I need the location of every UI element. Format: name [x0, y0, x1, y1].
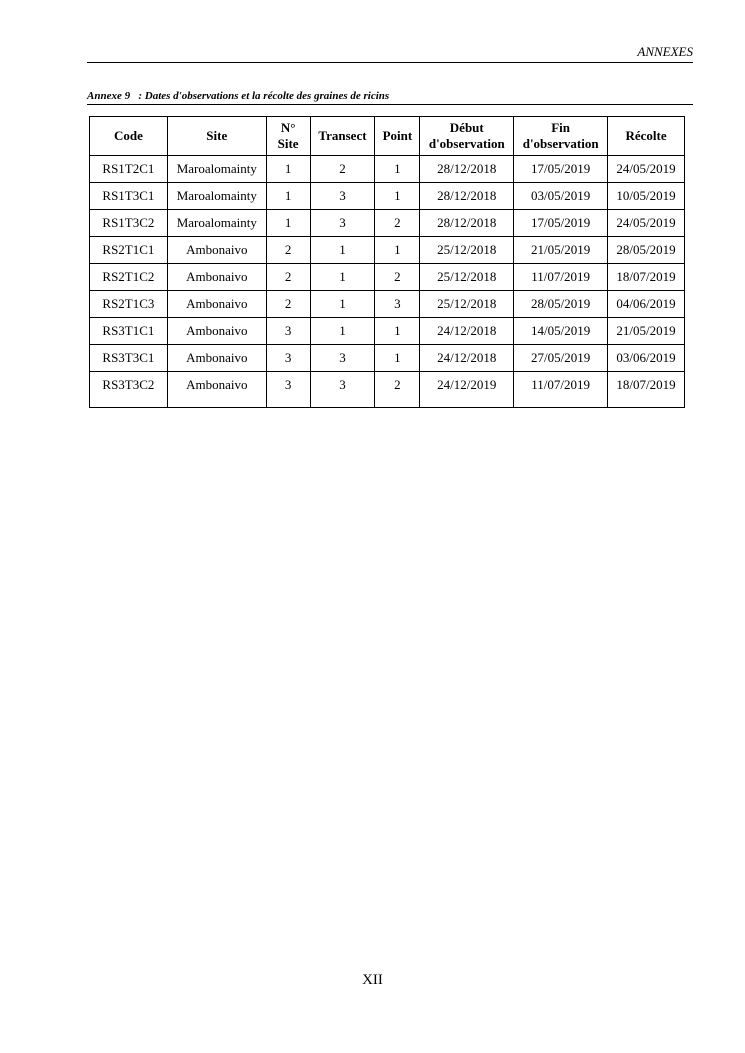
harvest-date-cell: 21/05/2019: [608, 318, 685, 345]
transect-cell: 2: [310, 156, 375, 183]
table-row: [90, 183, 685, 210]
harvest-date-cell: 24/05/2019: [608, 156, 685, 183]
transect-cell: 1: [310, 264, 375, 291]
code-cell: RS1T3C2: [90, 210, 168, 237]
end-date-cell: 28/05/2019: [514, 291, 608, 318]
site-number-cell: 1: [266, 183, 310, 210]
site-number-cell: 3: [266, 372, 310, 408]
table-row: [90, 291, 685, 318]
table-row: [90, 372, 685, 408]
page-number: XII: [362, 972, 383, 988]
site-cell: Ambonaivo: [167, 237, 266, 264]
point-cell: 1: [375, 237, 420, 264]
site-cell: Ambonaivo: [167, 372, 266, 408]
end-date-cell: 11/07/2019: [514, 372, 608, 408]
site-number-cell: 3: [266, 318, 310, 345]
column-header: Récolte: [608, 117, 685, 156]
site-cell: Maroalomainty: [167, 210, 266, 237]
code-cell: RS2T1C1: [90, 237, 168, 264]
transect-cell: 1: [310, 237, 375, 264]
end-date-cell: 03/05/2019: [514, 183, 608, 210]
table-caption: Annexe 9 : Dates d'observations et la récolte des graines de ricins: [87, 88, 693, 105]
start-date-cell: 25/12/2018: [420, 291, 514, 318]
site-cell: Ambonaivo: [167, 291, 266, 318]
site-cell: Ambonaivo: [167, 318, 266, 345]
code-cell: RS2T1C2: [90, 264, 168, 291]
end-date-cell: 21/05/2019: [514, 237, 608, 264]
point-cell: 1: [375, 183, 420, 210]
code-cell: RS1T3C1: [90, 183, 168, 210]
start-date-cell: 28/12/2018: [420, 210, 514, 237]
site-number-cell: 2: [266, 264, 310, 291]
site-number-cell: 1: [266, 156, 310, 183]
start-date-cell: 25/12/2018: [420, 237, 514, 264]
end-date-cell: 11/07/2019: [514, 264, 608, 291]
site-number-cell: 3: [266, 345, 310, 372]
site-cell: Maroalomainty: [167, 183, 266, 210]
site-cell: Ambonaivo: [167, 264, 266, 291]
site-cell: Ambonaivo: [167, 345, 266, 372]
observation-table: [89, 116, 685, 408]
table-row: [90, 156, 685, 183]
site-cell: Maroalomainty: [167, 156, 266, 183]
column-header: Début d'observation: [420, 117, 514, 156]
running-header: ANNEXES: [87, 42, 693, 63]
harvest-date-cell: 04/06/2019: [608, 291, 685, 318]
end-date-cell: 17/05/2019: [514, 210, 608, 237]
column-header: N° Site: [266, 117, 310, 156]
table-row: [90, 237, 685, 264]
column-header: Fin d'observation: [514, 117, 608, 156]
code-cell: RS2T1C3: [90, 291, 168, 318]
point-cell: 2: [375, 372, 420, 408]
end-date-cell: 27/05/2019: [514, 345, 608, 372]
point-cell: 2: [375, 264, 420, 291]
code-cell: RS1T2C1: [90, 156, 168, 183]
code-cell: RS3T3C2: [90, 372, 168, 408]
table-row: [90, 345, 685, 372]
table-row: [90, 318, 685, 345]
site-number-cell: 2: [266, 291, 310, 318]
column-header: Code: [90, 117, 168, 156]
point-cell: 2: [375, 210, 420, 237]
transect-cell: 3: [310, 345, 375, 372]
column-header: Point: [375, 117, 420, 156]
point-cell: 1: [375, 345, 420, 372]
harvest-date-cell: 24/05/2019: [608, 210, 685, 237]
transect-cell: 1: [310, 291, 375, 318]
start-date-cell: 28/12/2018: [420, 156, 514, 183]
point-cell: 1: [375, 156, 420, 183]
transect-cell: 3: [310, 210, 375, 237]
transect-cell: 3: [310, 372, 375, 408]
harvest-date-cell: 18/07/2019: [608, 372, 685, 408]
code-cell: RS3T3C1: [90, 345, 168, 372]
start-date-cell: 24/12/2018: [420, 345, 514, 372]
end-date-cell: 14/05/2019: [514, 318, 608, 345]
start-date-cell: 25/12/2018: [420, 264, 514, 291]
table-header-row: [90, 117, 685, 156]
harvest-date-cell: 03/06/2019: [608, 345, 685, 372]
site-number-cell: 1: [266, 210, 310, 237]
harvest-date-cell: 10/05/2019: [608, 183, 685, 210]
transect-cell: 1: [310, 318, 375, 345]
end-date-cell: 17/05/2019: [514, 156, 608, 183]
harvest-date-cell: 28/05/2019: [608, 237, 685, 264]
site-number-cell: 2: [266, 237, 310, 264]
harvest-date-cell: 18/07/2019: [608, 264, 685, 291]
point-cell: 1: [375, 318, 420, 345]
column-header: Site: [167, 117, 266, 156]
table-row: [90, 210, 685, 237]
column-header: Transect: [310, 117, 375, 156]
start-date-cell: 24/12/2018: [420, 318, 514, 345]
start-date-cell: 28/12/2018: [420, 183, 514, 210]
point-cell: 3: [375, 291, 420, 318]
table-body: [90, 156, 685, 408]
code-cell: RS3T1C1: [90, 318, 168, 345]
transect-cell: 3: [310, 183, 375, 210]
table-row: [90, 264, 685, 291]
start-date-cell: 24/12/2019: [420, 372, 514, 408]
